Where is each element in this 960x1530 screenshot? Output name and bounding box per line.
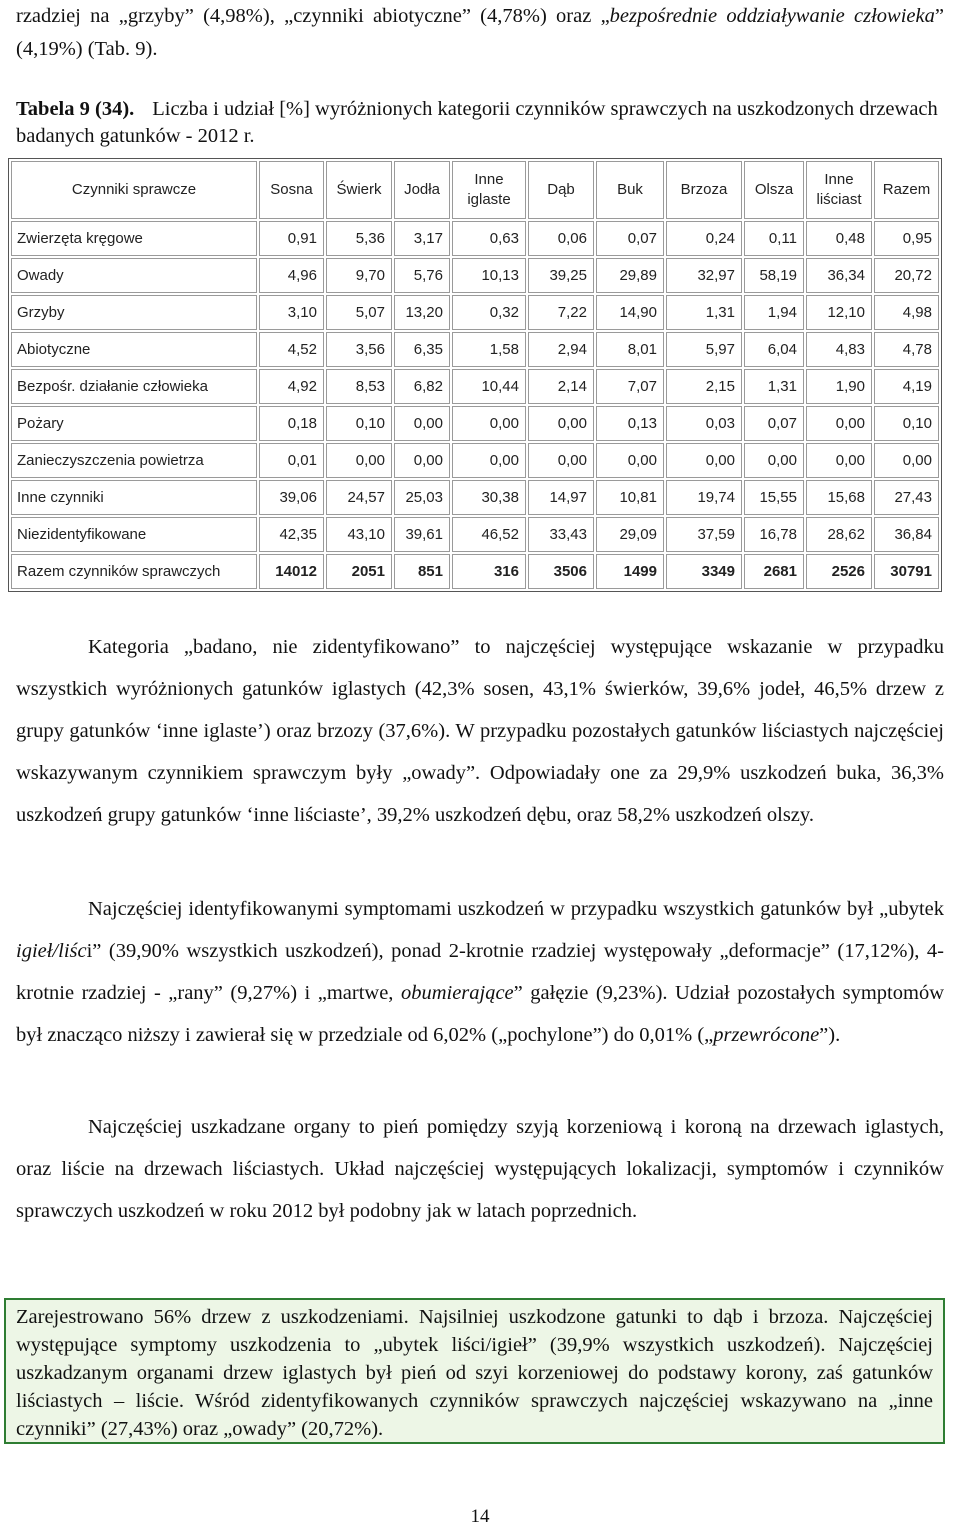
table-cell: 42,35 [259, 517, 324, 552]
table-cell: 36,84 [874, 517, 939, 552]
header-cell: Świerk [326, 161, 392, 219]
table-cell: 1,94 [744, 295, 804, 330]
header-cell: Sosna [259, 161, 324, 219]
table-cell: 0,48 [806, 221, 872, 256]
table-cell: 8,01 [596, 332, 664, 367]
table-row [11, 443, 939, 478]
table-cell: 0,91 [259, 221, 324, 256]
paragraph-2 [16, 888, 944, 1056]
table-cell: 33,43 [528, 517, 594, 552]
table-caption [16, 96, 944, 150]
table-cell: 27,43 [874, 480, 939, 515]
table-cell: 10,81 [596, 480, 664, 515]
table-cell: 37,59 [666, 517, 742, 552]
paragraph-2-italic: przewrócone [713, 1024, 820, 1046]
header-cell: Olsza [744, 161, 804, 219]
table-cell: 0,00 [744, 443, 804, 478]
header-cell: Czynniki sprawcze [11, 161, 257, 219]
data-table [8, 158, 942, 592]
table-cell: 5,36 [326, 221, 392, 256]
table-cell: 58,19 [744, 258, 804, 293]
intro-text-italic: bezpośrednie oddziaływanie człowieka [609, 5, 935, 27]
table-cell: 2051 [326, 554, 392, 589]
page-number: 14 [470, 1506, 490, 1527]
table-cell: 12,10 [806, 295, 872, 330]
table-cell: 14012 [259, 554, 324, 589]
table-cell: 2,15 [666, 369, 742, 404]
table-cell: 851 [394, 554, 450, 589]
row-label: Razem czynników sprawczych [11, 554, 257, 589]
table-cell: 0,32 [452, 295, 526, 330]
table-cell: 0,11 [744, 221, 804, 256]
table-cell: 4,98 [874, 295, 939, 330]
table-cell: 2681 [744, 554, 804, 589]
table-body [11, 221, 939, 589]
header-cell: Razem [874, 161, 939, 219]
table-cell: 30791 [874, 554, 939, 589]
table-cell: 0,00 [394, 443, 450, 478]
table-cell: 36,34 [806, 258, 872, 293]
row-label: Pożary [11, 406, 257, 441]
table-cell: 6,82 [394, 369, 450, 404]
table-cell: 0,00 [596, 443, 664, 478]
table-cell: 4,83 [806, 332, 872, 367]
table-row [11, 517, 939, 552]
paragraph-1: Kategoria „badano, nie zidentyfikowano” to najczęściej występujące wskazanie w przypadku wszystkich wyróżnionych gatunków iglastych (42,3% sosen, 43,1% świerków, 39,6% jodeł, 46,5% drzew z grupy gatunków ‘inne iglaste’) oraz brzozy (37,6%). W przypadku pozostałych gatunków liściastych najczęściej wskazywanym czynnikiem sprawczym były „owady”. Odpowiadały one za 29,9% uszkodzeń buka, 36,3% uszkodzeń grupy gatunków ‘inne liściaste’, 39,2% uszkodzeń dębu, oraz 58,2% uszkodzeń olszy. [16, 636, 944, 826]
table-cell: 0,00 [452, 443, 526, 478]
table-cell: 0,00 [528, 406, 594, 441]
table-cell: 9,70 [326, 258, 392, 293]
table-cell: 6,04 [744, 332, 804, 367]
table-cell: 39,61 [394, 517, 450, 552]
table-row [11, 258, 939, 293]
table-header-row [11, 161, 939, 219]
header-cell: Inne iglaste [452, 161, 526, 219]
table-cell: 3506 [528, 554, 594, 589]
table-cell: 0,00 [874, 443, 939, 478]
table-cell: 0,00 [326, 443, 392, 478]
table-row [11, 295, 939, 330]
table-cell: 32,97 [666, 258, 742, 293]
row-label: Abiotyczne [11, 332, 257, 367]
table-cell: 0,06 [528, 221, 594, 256]
header-cell: Inne liściast [806, 161, 872, 219]
row-label: Inne czynniki [11, 480, 257, 515]
table-cell: 0,10 [326, 406, 392, 441]
table-cell: 0,13 [596, 406, 664, 441]
table-cell: 5,97 [666, 332, 742, 367]
summary-box: Zarejestrowano 56% drzew z uszkodzeniami. Najsilniej uszkodzone gatunki to dąb i brzoza. Najczęściej występujące symptomy uszkodzenia to „ubytek liści/igieł” (39,9% wszystkich uszkodzeń). Najczęściej uszkadzanym organami drzew iglastych był pień od szyi korzeniowej do podstawy korony, zaś gatunków liściastych – liście. Wśród zidentyfikowanych czynników sprawczych najczęściej wskazywano na „inne czynniki” (27,43%) oraz „owady” (20,72%). [4, 1298, 945, 1444]
table-cell: 16,78 [744, 517, 804, 552]
table-cell: 15,55 [744, 480, 804, 515]
table-cell: 0,10 [874, 406, 939, 441]
table-cell: 3,17 [394, 221, 450, 256]
paragraph-2-part: i” (39,90% wszystkich uszkodzeń), ponad 2-krotnie rzadziej występowały „deformacje” (17,12%), 4-krotnie rzadziej - „rany” (9,27%) i „martwe, [16, 940, 944, 1004]
table-cell: 29,89 [596, 258, 664, 293]
table-cell: 28,62 [806, 517, 872, 552]
table-cell: 1,90 [806, 369, 872, 404]
table-cell: 8,53 [326, 369, 392, 404]
table-cell: 4,92 [259, 369, 324, 404]
table-cell: 4,78 [874, 332, 939, 367]
table-cell: 0,00 [452, 406, 526, 441]
table-cell: 46,52 [452, 517, 526, 552]
header-cell: Jodła [394, 161, 450, 219]
table-cell: 0,07 [596, 221, 664, 256]
table-cell: 2,94 [528, 332, 594, 367]
data-table-container [8, 158, 938, 592]
paragraph-2-part: Najczęściej identyfikowanymi symptomami uszkodzeń w przypadku wszystkich gatunków był „ubytek [88, 898, 944, 920]
paragraph-2-italic: obumierające [400, 982, 514, 1004]
header-cell: Brzoza [666, 161, 742, 219]
table-cell: 30,38 [452, 480, 526, 515]
table-cell: 316 [452, 554, 526, 589]
table-cell: 5,07 [326, 295, 392, 330]
table-cell: 2,14 [528, 369, 594, 404]
paragraph-2-italic: igieł/liśc [16, 940, 87, 962]
table-cell: 10,44 [452, 369, 526, 404]
intro-text-part: rzadziej na „grzyby” (4,98%), „czynniki abiotyczne” (4,78%) oraz „ [16, 5, 610, 27]
header-cell: Dąb [528, 161, 594, 219]
table-cell: 10,13 [452, 258, 526, 293]
table-cell: 0,01 [259, 443, 324, 478]
intro-text-part: ” (4,19%) (Tab. 9). [16, 5, 944, 60]
row-label: Zanieczyszczenia powietrza [11, 443, 257, 478]
table-cell: 24,57 [326, 480, 392, 515]
table-cell: 0,00 [666, 443, 742, 478]
table-cell: 4,19 [874, 369, 939, 404]
table-row [11, 221, 939, 256]
table-cell: 6,35 [394, 332, 450, 367]
table-cell: 14,90 [596, 295, 664, 330]
table-cell: 39,06 [259, 480, 324, 515]
table-row [11, 369, 939, 404]
intro-text [16, 0, 944, 66]
table-cell: 4,96 [259, 258, 324, 293]
table-cell: 0,00 [806, 406, 872, 441]
table-cell: 0,00 [806, 443, 872, 478]
table-row [11, 480, 939, 515]
paragraph-2-part: ”). [819, 1024, 841, 1046]
table-cell: 7,22 [528, 295, 594, 330]
paragraph-2-part: ” gałęzie (9,23%). Udział pozostałych symptomów był znacząco niższy i zawierał się w przedziale od 6,02% („pochylone”) do 0,01% („ [16, 982, 945, 1046]
table-caption-text: Liczba i udział [%] wyróżnionych kategorii czynników sprawczych na uszkodzonych drzewach badanych gatunków - 2012 r. [16, 98, 938, 147]
table-cell: 1,58 [452, 332, 526, 367]
table-cell: 2526 [806, 554, 872, 589]
table-row [11, 406, 939, 441]
row-label: Niezidentyfikowane [11, 517, 257, 552]
table-cell: 0,00 [528, 443, 594, 478]
table-cell: 13,20 [394, 295, 450, 330]
table-cell: 39,25 [528, 258, 594, 293]
table-cell: 0,95 [874, 221, 939, 256]
table-cell: 15,68 [806, 480, 872, 515]
table-row [11, 554, 939, 589]
table-row [11, 332, 939, 367]
table-cell: 7,07 [596, 369, 664, 404]
row-label: Bezpośr. działanie człowieka [11, 369, 257, 404]
table-cell: 0,63 [452, 221, 526, 256]
table-cell: 14,97 [528, 480, 594, 515]
table-cell: 19,74 [666, 480, 742, 515]
paragraph-3: Najczęściej uszkadzane organy to pień pomiędzy szyją korzeniową i koroną na drzewach iglastych, oraz liście na drzewach liściastych. Układ najczęściej występujących lokalizacji, symptomów i czynników sprawczych uszkodzeń w roku 2012 był podobny jak w latach poprzednich. [16, 1116, 944, 1222]
table-cell: 4,52 [259, 332, 324, 367]
table-cell: 1,31 [744, 369, 804, 404]
table-cell: 25,03 [394, 480, 450, 515]
table-cell: 20,72 [874, 258, 939, 293]
row-label: Grzyby [11, 295, 257, 330]
table-cell: 0,24 [666, 221, 742, 256]
row-label: Owady [11, 258, 257, 293]
table-cell: 3,10 [259, 295, 324, 330]
header-cell: Buk [596, 161, 664, 219]
table-cell: 43,10 [326, 517, 392, 552]
table-cell: 1,31 [666, 295, 742, 330]
table-caption-label: Tabela 9 (34). [16, 98, 135, 120]
table-cell: 0,07 [744, 406, 804, 441]
table-cell: 0,03 [666, 406, 742, 441]
table-cell: 0,00 [394, 406, 450, 441]
table-cell: 1499 [596, 554, 664, 589]
table-cell: 3349 [666, 554, 742, 589]
table-cell: 29,09 [596, 517, 664, 552]
row-label: Zwierzęta kręgowe [11, 221, 257, 256]
table-cell: 5,76 [394, 258, 450, 293]
table-cell: 3,56 [326, 332, 392, 367]
table-cell: 0,18 [259, 406, 324, 441]
